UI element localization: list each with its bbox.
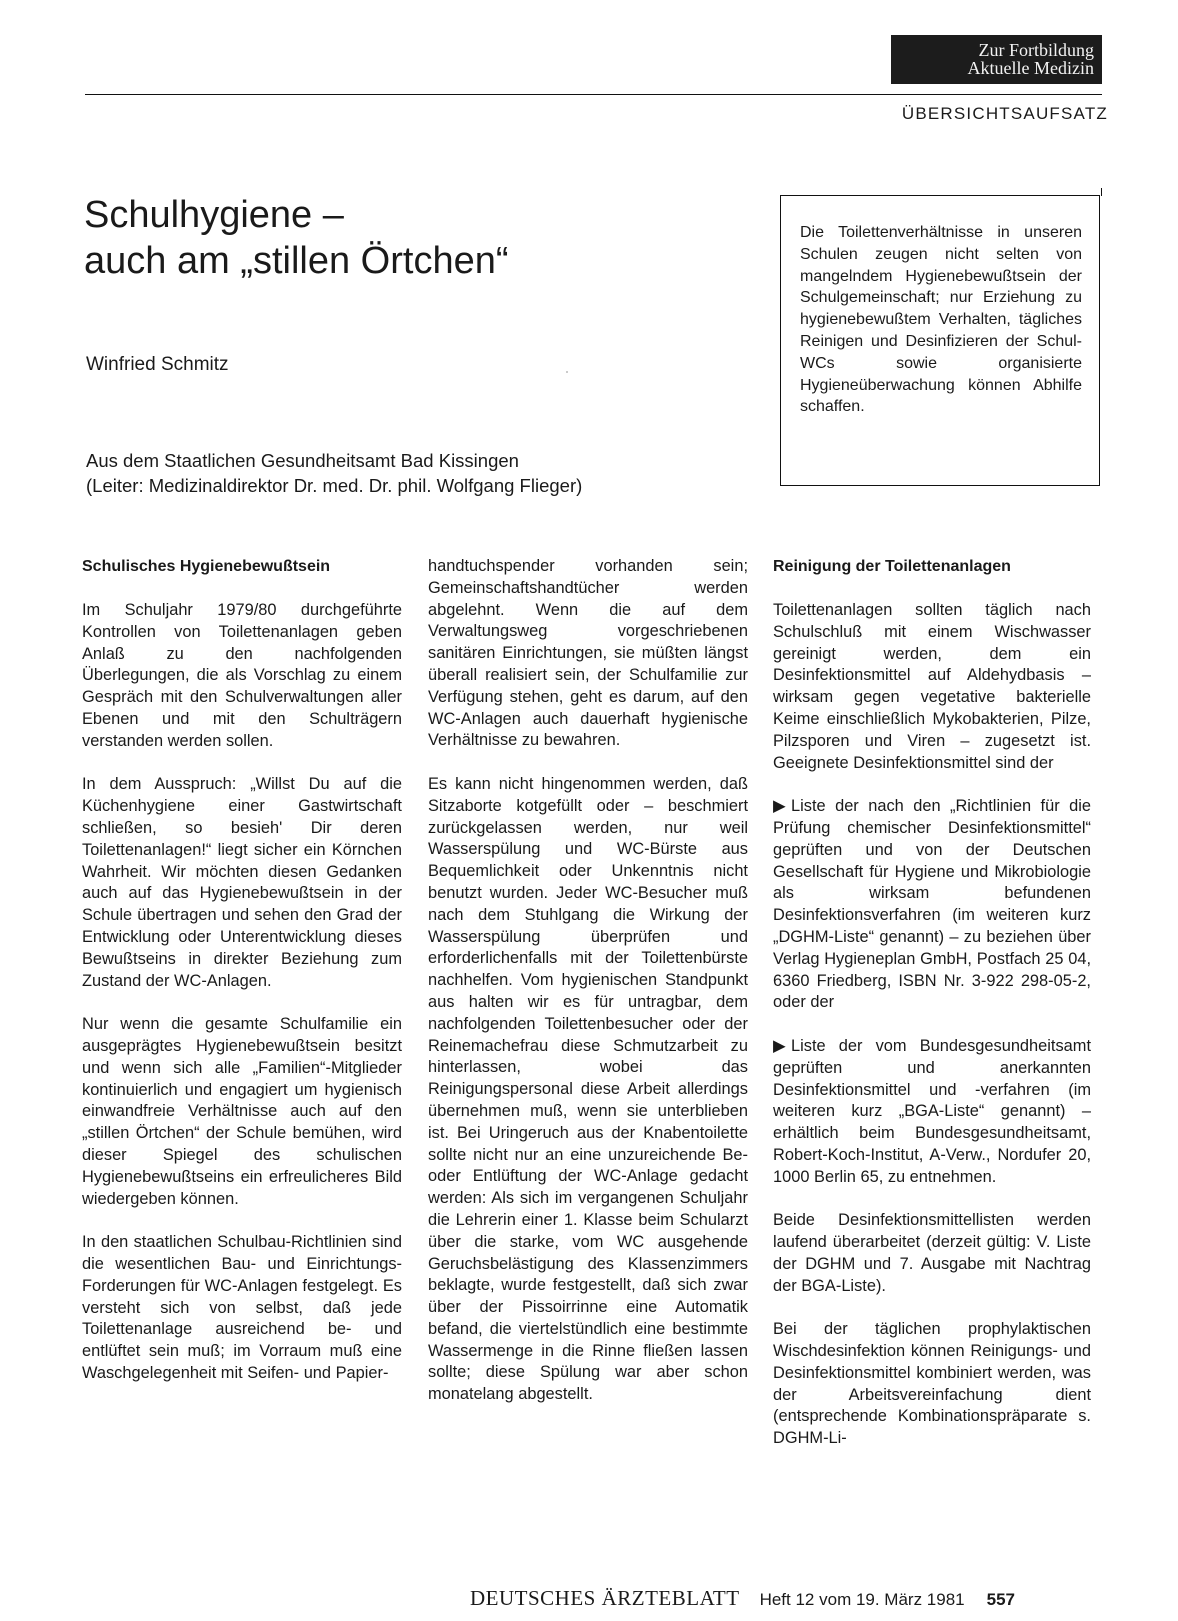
affiliation-line-2: (Leiter: Medizinaldirektor Dr. med. Dr. phil. Wolfgang Flieger) (86, 475, 583, 496)
bullet-text: Liste der nach den „Richtlinien für die Prüfung chemischer Desinfektionsmittel“ geprüften und von der Deutschen Gesellschaft für Hygiene und Mikrobiologie als wirksam befundenen Desinfektionsverfahren (im weiteren kurz „DGHM-Liste“ genannt) – zu beziehen über Verlag Hygieneplan GmbH, Postfach 25 04, 6360 Friedberg, ISBN Nr. 3-922 298-05-2, oder der (773, 797, 1091, 1012)
bullet-item-bga-liste (773, 1036, 1091, 1189)
column-2 (428, 556, 748, 1428)
page-footer (470, 1586, 1102, 1611)
badge-line-1: Zur Fortbildung (978, 40, 1094, 60)
abstract-text: Die Toilettenverhältnisse in unseren Schulen zeugen nicht selten von mangelndem Hygienebewußtsein der Schulgemeinschaft; nur Erziehung zu hygienebewußtem Verhalten, tägliches Reinigen und Desinfizieren der Schul-WCs sowie organisierte Hygieneüberwachung können Abhilfe schaffen. (800, 224, 1082, 416)
page-number: 557 (986, 1590, 1015, 1609)
print-speck (566, 371, 568, 373)
paragraph: handtuchspender vorhanden sein; Gemeinschaftshandtücher werden abgelehnt. Wenn die auf dem Verwaltungsweg vorgeschriebenen sanitären Einrichtungen, sie müßten längst überall realisiert sein, der Schulfamilie zur Verfügung stehen, geht es darum, auf den WC-Anlagen auch dauerhaft hygienische Verhältnisse zu bewahren. (428, 557, 748, 750)
journal-name: DEUTSCHES ÄRZTEBLATT (470, 1586, 740, 1610)
author-name: Winfried Schmitz (86, 354, 229, 375)
column-1 (82, 556, 402, 1406)
paragraph: Bei der täglichen prophylaktischen Wischdesinfektion können Reinigungs- und Desinfektionsmittel kombiniert werden, was der Arbeitsvereinfachung dient (entsprechende Kombinationspräparate s. DGHM-Li- (773, 1320, 1091, 1448)
affiliation (86, 448, 582, 498)
paragraph: Toilettenanlagen sollten täglich nach Schulschluß mit einem Wischwasser gereinigt werden, dem ein Desinfektionsmittel auf Aldehydbasis – wirksam gegen vegetative bakterielle Keime einschließlich Mykobakterien, Pilze, Pilzsporen und Viren – zugesetzt ist. Geeignete Desinfektionsmittel sind der (773, 601, 1091, 772)
paragraph: Es kann nicht hingenommen werden, daß Sitzaborte kotgefüllt oder – beschmiert zurückgelassen werden, nur weil Wasserspülung und WC-Bürste aus Bequemlichkeit oder Unkenntnis nicht benutzt wurden. Jeder WC-Besucher muß nach dem Stuhlgang die Wirkung der Wasserspülung überprüfen und erforderlichenfalls mit der Toilettenbürste nachhelfen. Vom hygienischen Standpunkt aus halten wir es für untragbar, dem nachfolgenden Toilettenbesucher oder der Reinemachefrau diese Schmutzarbeit zu hinterlassen, wobei das Reinigungspersonal diese Arbeit allerdings übernehmen muß, wenn sie unterblieben ist. Bei Uringeruch aus der Knabentoilette sollte nicht nur an eine unzureichende Be- oder Entlüftung der WC-Anlage gedacht werden: Als sich im vergangenen Schuljahr die Lehrerin einer 1. Klasse beim Schularzt über die starke, vom WC ausgehende Geruchsbelästigung des Klassenzimmers beklagte, wurde festgestellt, daß sich zwar über der Pissoirrinne eine Automatik befand, die viertelstündlich eine bestimmte Wassermenge in die Rinne fließen lassen sollte; diese Spülung war aber schon monatelang abgestellt. (428, 774, 748, 1404)
section-label: ÜBERSICHTSAUFSATZ (901, 104, 1108, 123)
title-line-2: auch am „stillen Örtchen“ (84, 240, 509, 282)
bullet-item-dghm-liste (773, 796, 1091, 1014)
triangle-bullet-icon: ▶ (773, 797, 786, 816)
article-title (84, 192, 684, 284)
paragraph: Im Schuljahr 1979/80 durchgeführte Kontrollen von Toilettenanlagen geben Anlaß zu den nachfolgenden Überlegungen, die als Vorschlag zu einem Gespräch mit den Schulverwaltungen aller Ebenen und mit den Schulträgern verstanden werden sollen. (82, 601, 402, 750)
paragraph: Nur wenn die gesamte Schulfamilie ein ausgeprägtes Hygienebewußtsein besitzt und wenn sich alle „Familien“-Mitglieder kontinuierlich und engagiert um hygienisch einwandfreie Verhältnisse auch auf den „stillen Örtchen“ der Schule bemühen, wird dieser Spiegel des schulischen Hygienebewußtseins ein erfreulicheres Bild wiedergeben können. (82, 1015, 402, 1208)
column-3 (773, 556, 1091, 1472)
affiliation-line-1: Aus dem Staatlichen Gesundheitsamt Bad Kissingen (86, 450, 519, 471)
paragraph: Beide Desinfektionsmittellisten werden laufend überarbeitet (derzeit gültig: V. Liste der DGHM und 7. Ausgabe mit Nachtrag der BGA-Liste). (773, 1211, 1091, 1295)
category-badge (891, 35, 1102, 84)
paragraph: In den staatlichen Schulbau-Richtlinien sind die wesentlichen Bau- und Einrichtungs-Forderungen für WC-Anlagen festgelegt. Es versteht sich von selbst, daß jede Toilettenanlage ausreichend be- und entlüftet sein muß; im Vorraum muß eine Waschgelegenheit mit Seifen- und Papier- (82, 1233, 402, 1382)
badge-line-2: Aktuelle Medizin (967, 58, 1094, 78)
paragraph: In dem Ausspruch: „Willst Du auf die Küchenhygiene einer Gastwirtschaft schließen, so besieh' Dir deren Toilettenanlagen!“ liegt sicher ein Körnchen Wahrheit. Wir möchten diesen Gedanken auch auf das Hygienebewußtsein in der Schule übertragen und sehen den Grad der Entwicklung oder Unterentwicklung dieses Bewußtseins in direkter Beziehung zum Zustand der WC-Anlagen. (82, 775, 402, 990)
heading-reinigung-der-toilettenanlagen: Reinigung der Toilettenanlagen (773, 558, 1011, 575)
bullet-text: Liste der vom Bundesgesundheitsamt geprüften und anerkannten Desinfektionsmittel und -verfahren (im weiteren kurz „BGA-Liste“ genannt) – erhältlich beim Bundesgesundheitsamt, Robert-Koch-Institut, A-Verw., Nordufer 20, 1000 Berlin 65, zu entnehmen. (773, 1036, 1091, 1186)
title-line-1: Schulhygiene – (84, 194, 344, 236)
header-rule (85, 94, 1102, 95)
issue-info: Heft 12 vom 19. März 1981 (759, 1590, 965, 1609)
triangle-bullet-icon: ▶ (773, 1036, 786, 1055)
heading-schulisches-hygienebewusstsein: Schulisches Hygienebewußtsein (82, 558, 331, 575)
